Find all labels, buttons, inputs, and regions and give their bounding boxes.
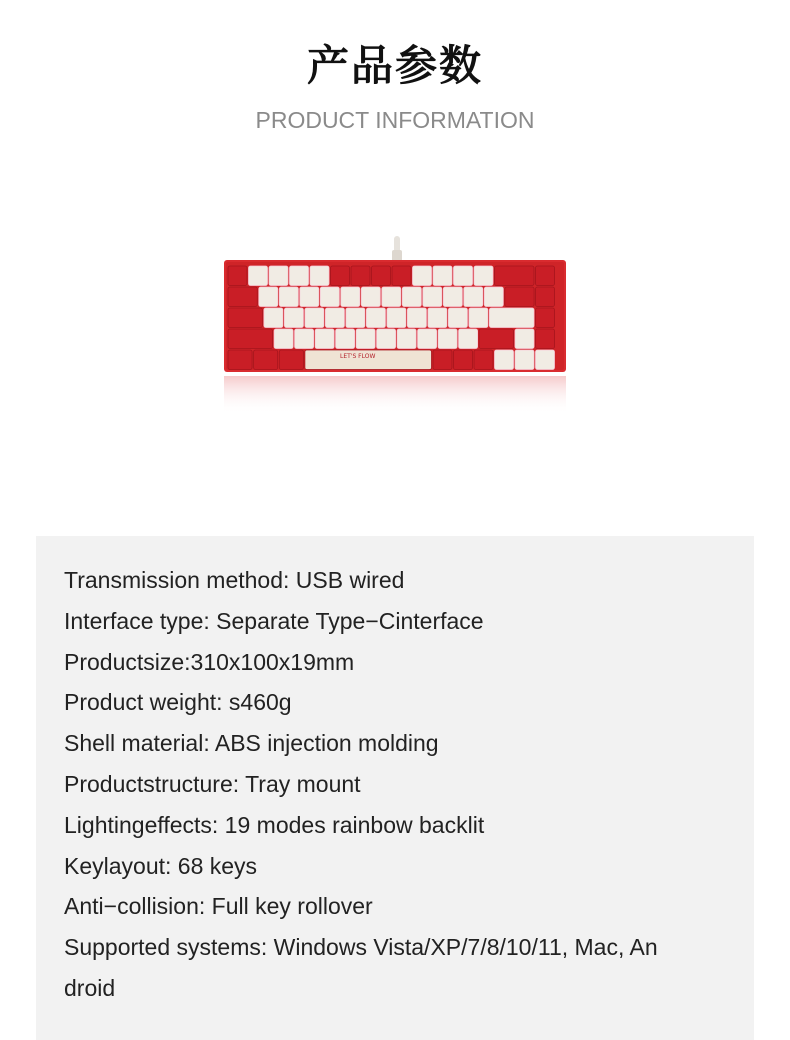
keycap	[454, 350, 473, 370]
keycap	[284, 308, 303, 328]
keycap	[300, 287, 319, 307]
keycap	[474, 266, 493, 286]
page-subtitle-en: PRODUCT INFORMATION	[255, 107, 535, 133]
spec-size: Productsize:310x100x19mm	[64, 648, 355, 675]
keycap	[264, 308, 283, 328]
keycap	[397, 329, 416, 349]
keycap	[274, 329, 293, 349]
keycap	[418, 329, 437, 349]
keycap	[279, 350, 303, 370]
keycap	[228, 329, 273, 349]
keycap	[536, 329, 555, 349]
keycap	[377, 329, 396, 349]
spacebar-label: LET'S FLOW	[340, 353, 376, 360]
spec-interface: Interface type: Separate Type−Cinterface	[64, 607, 484, 634]
keycap	[325, 308, 344, 328]
keycap	[459, 329, 478, 349]
keycap	[536, 266, 555, 286]
keycap	[464, 287, 483, 307]
keycap	[356, 329, 375, 349]
keycap	[536, 308, 555, 328]
keycap	[228, 350, 252, 370]
keycap	[407, 308, 426, 328]
keycap	[443, 287, 462, 307]
keycap	[295, 329, 314, 349]
keycap	[495, 266, 535, 286]
keycap	[438, 329, 457, 349]
keycap	[228, 287, 257, 307]
keycap	[279, 287, 298, 307]
keycap	[474, 350, 493, 370]
keycap	[336, 329, 355, 349]
keycap	[290, 266, 309, 286]
keycap	[413, 266, 432, 286]
keycap	[249, 266, 268, 286]
keycap	[310, 266, 329, 286]
keycap	[320, 287, 339, 307]
keycap	[495, 350, 514, 370]
keycap	[228, 308, 262, 328]
keycap	[469, 308, 488, 328]
keycap	[536, 287, 555, 307]
keycap	[315, 329, 334, 349]
spec-systems: Supported systems: Windows Vista/XP/7/8/10/11, Mac, An droid	[64, 934, 658, 1001]
spec-lighting: Lightingeffects: 19 modes rainbow backlit	[64, 811, 485, 838]
keycap	[448, 308, 467, 328]
keycap	[382, 287, 401, 307]
spec-list	[64, 560, 734, 1009]
keycap	[366, 308, 385, 328]
keycap	[484, 287, 503, 307]
keycap	[433, 266, 452, 286]
keycap	[454, 266, 473, 286]
keycap	[392, 266, 411, 286]
keycap	[428, 308, 447, 328]
keycap	[536, 350, 555, 370]
spec-shell: Shell material: ABS injection molding	[64, 730, 439, 757]
keycap	[489, 308, 534, 328]
keycap	[269, 266, 288, 286]
keycap	[341, 287, 360, 307]
keycap	[515, 329, 534, 349]
keycap	[228, 266, 247, 286]
keycap	[346, 308, 365, 328]
keycap	[433, 350, 452, 370]
keyboard-image	[222, 236, 568, 416]
keycap	[361, 287, 380, 307]
spec-anticollision: Anti−collision: Full key rollover	[64, 893, 373, 920]
spec-transmission: Transmission method: USB wired	[64, 567, 405, 593]
keycap	[515, 350, 534, 370]
keycap	[259, 287, 278, 307]
spec-panel	[36, 536, 754, 1040]
keycap	[387, 308, 406, 328]
page-title-cn: 产品参数	[306, 41, 483, 90]
keycap	[372, 266, 391, 286]
spec-weight: Product weight: s460g	[64, 689, 292, 716]
keycap	[305, 308, 324, 328]
keycap	[402, 287, 421, 307]
keycap	[351, 266, 370, 286]
spec-layout: Keylayout: 68 keys	[64, 852, 258, 879]
keyboard-icon	[222, 236, 568, 416]
spec-structure: Productstructure: Tray mount	[64, 770, 361, 797]
keycap	[331, 266, 350, 286]
keycap	[254, 350, 278, 370]
keycap	[479, 329, 513, 349]
keycap	[423, 287, 442, 307]
keycap	[505, 287, 534, 307]
